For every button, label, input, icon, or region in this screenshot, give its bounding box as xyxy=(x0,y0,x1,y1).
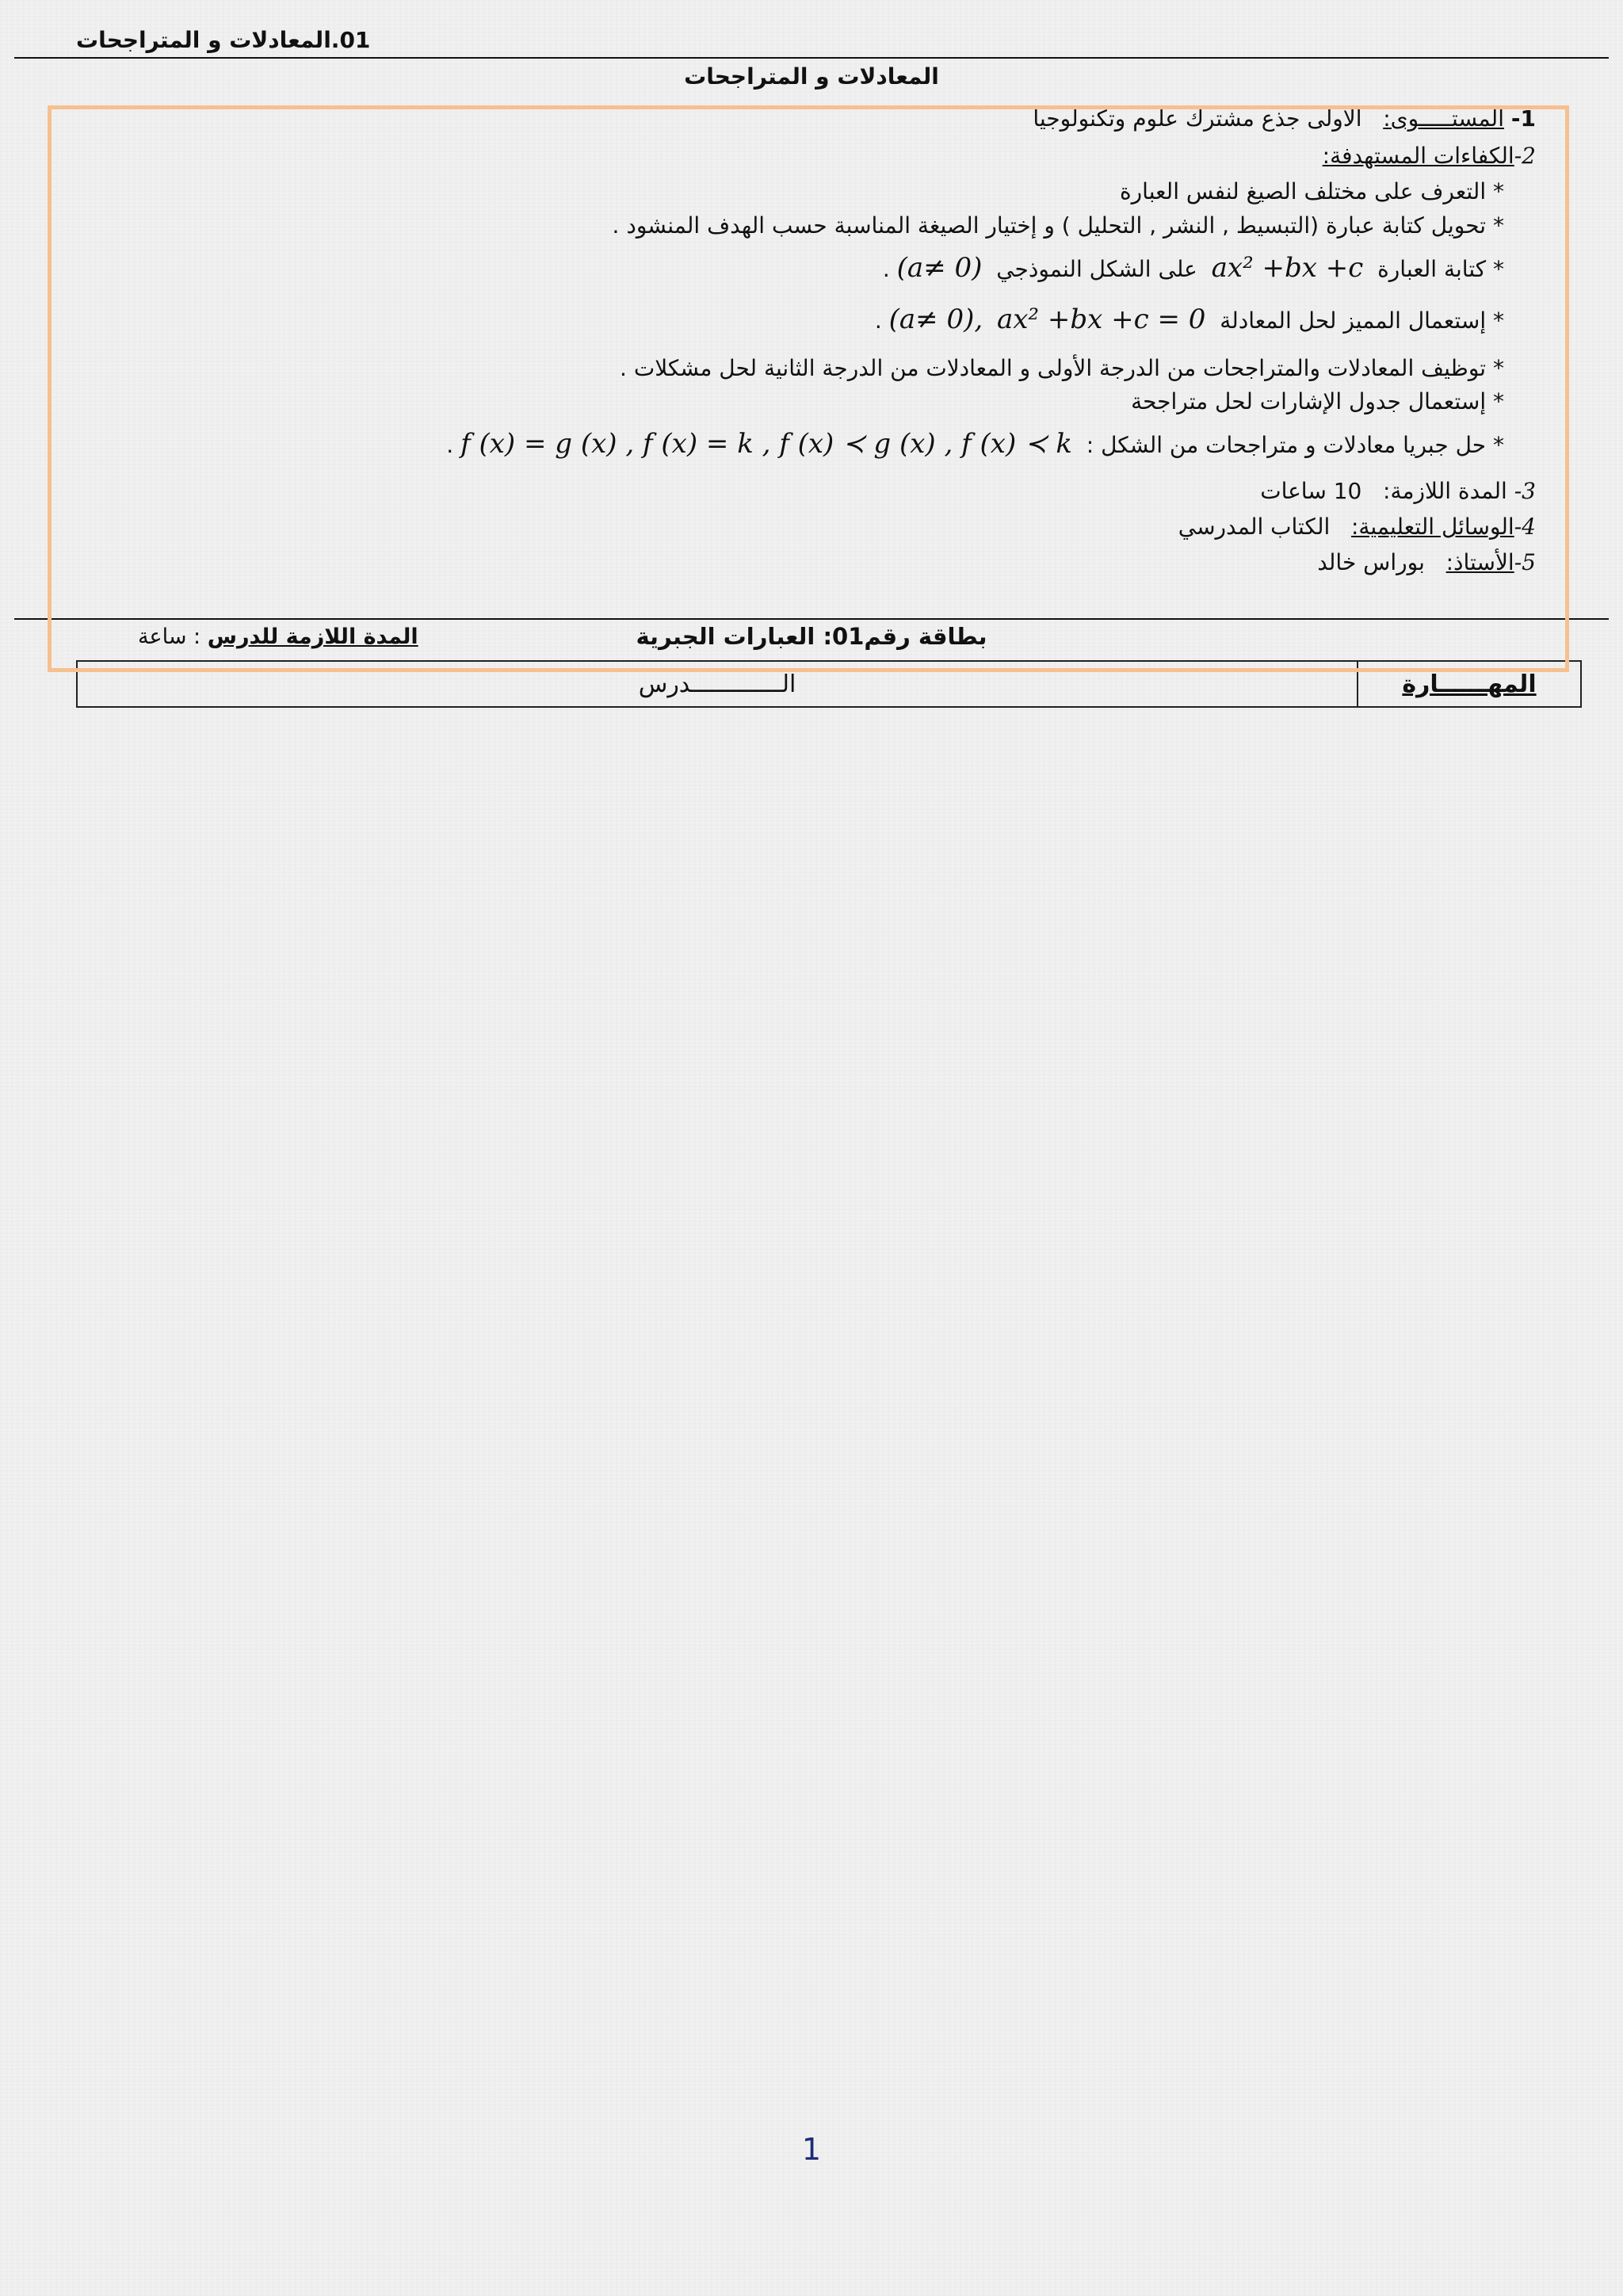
math-equation: ax² +bx +c = 0 xyxy=(996,304,1206,335)
competency-item: * تحويل كتابة عبارة (التبسيط , النشر , التحليل ) و إختيار الصيغة المناسبة حسب الهدف المنشود . xyxy=(612,212,1504,239)
teacher-label: الأستاذ: xyxy=(1445,549,1514,575)
math-forms: f (x) = g (x) , f (x) = k , f (x) ≺ g (x) , f (x) ≺ k xyxy=(460,428,1072,460)
header-rule xyxy=(14,57,1609,59)
card-duration-value: : ساعة xyxy=(138,625,201,649)
tools-line xyxy=(1178,514,1536,540)
competency-item: * توظيف المعادلات والمتراجحات من الدرجة الأولى و المعادلات من الدرجة الثانية لحل مشكلات . xyxy=(620,355,1504,381)
duration-label: المدة اللازمة: xyxy=(1383,478,1507,504)
competencies-label: الكفاءات المستهدفة: xyxy=(1322,143,1514,169)
competency-text: على الشكل النموذجي xyxy=(996,256,1197,282)
tools-number: 4- xyxy=(1514,514,1536,540)
duration-number: 3- xyxy=(1514,478,1536,504)
duration-value: 10 ساعات xyxy=(1260,478,1362,504)
column-skill: المهــــــارة xyxy=(1358,661,1581,707)
competency-item: * إستعمال المميز لحل المعادلة ax² +bx +c = 0 (a≠ 0), . xyxy=(874,304,1504,335)
level-number: 1- xyxy=(1510,105,1536,132)
page-title: المعادلات و المتراجحات xyxy=(684,63,939,90)
level-line xyxy=(1033,105,1536,132)
competency-text: * إستعمال المميز لحل المعادلة xyxy=(1220,308,1504,334)
math-expression: ax² +bx +c xyxy=(1211,252,1364,284)
table-row xyxy=(77,661,1581,707)
card-duration-label: المدة اللازمة للدرس xyxy=(207,625,418,649)
competency-text: * كتابة العبارة xyxy=(1377,256,1504,282)
section-rule xyxy=(14,618,1609,620)
competency-item: * كتابة العبارة ax² +bx +c على الشكل النموذجي (a≠ 0) . xyxy=(882,252,1504,284)
math-condition: (a≠ 0), xyxy=(888,304,983,335)
duration-line xyxy=(1260,478,1536,504)
tools-value: الكتاب المدرسي xyxy=(1178,514,1331,540)
math-condition: (a≠ 0) xyxy=(896,252,983,284)
card-title-suffix: : العبارات الجبرية xyxy=(636,623,833,650)
competency-item: * حل جبريا معادلات و متراجحات من الشكل : f (x) = g (x) , f (x) = k , f (x) ≺ g (x) , f (x) ≺ k . xyxy=(446,428,1504,460)
competency-item: * إستعمال جدول الإشارات لحل متراجحة xyxy=(1131,388,1504,415)
competencies-heading xyxy=(1323,143,1536,169)
tools-label: الوسائل التعليمية: xyxy=(1350,514,1514,540)
card-title-prefix: بطاقة رقم xyxy=(864,623,987,650)
card-duration xyxy=(138,625,418,649)
running-title: 01.المعادلات و المتراجحات xyxy=(76,27,371,53)
level-value: الاولى جذع مشترك علوم وتكنولوجيا xyxy=(1033,105,1362,132)
lesson-table xyxy=(76,660,1582,708)
column-lesson: الـــــــــــــدرس xyxy=(77,661,1358,707)
card-number: 01 xyxy=(832,623,865,650)
competencies-number: 2- xyxy=(1514,143,1536,169)
level-label: المستـــــوى: xyxy=(1383,105,1504,132)
teacher-value: بوراس خالد xyxy=(1317,549,1425,575)
competency-text: * حل جبريا معادلات و متراجحات من الشكل : xyxy=(1086,432,1504,458)
page-number: 1 xyxy=(801,2132,822,2167)
competency-item: * التعرف على مختلف الصيغ لنفس العبارة xyxy=(1119,178,1504,204)
teacher-number: 5- xyxy=(1514,549,1536,575)
teacher-line xyxy=(1317,549,1536,575)
